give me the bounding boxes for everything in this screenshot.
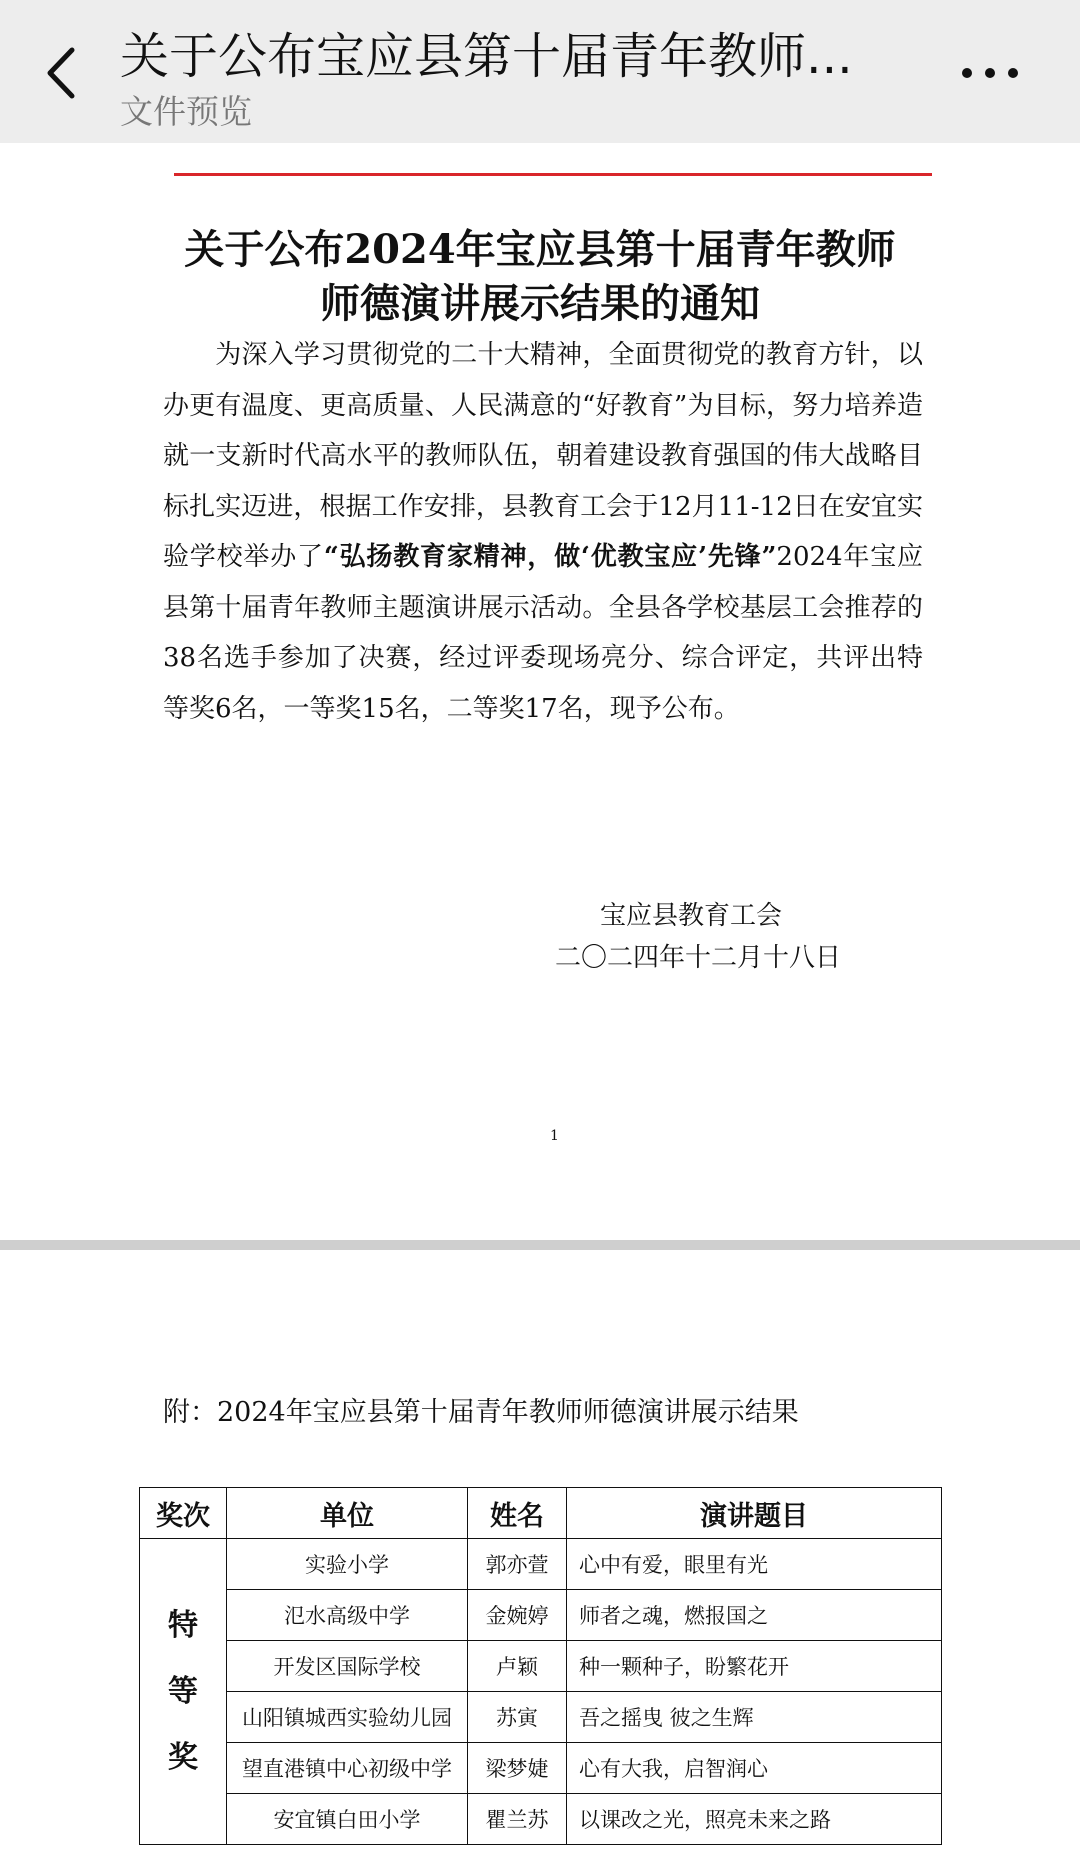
column-header: 演讲题目 <box>567 1488 942 1539</box>
attachment-heading: 附：2024年宝应县第十届青年教师师德演讲展示结果 <box>163 1397 799 1428</box>
more-options-button[interactable] <box>962 54 1022 90</box>
name-cell: 苏寅 <box>468 1692 567 1743</box>
document-title <box>100 223 980 331</box>
theme-slogan: “弘扬教育家精神，做‘优教宝应’先锋” <box>323 542 777 572</box>
topic-cell: 心有大我，启智润心 <box>567 1743 942 1794</box>
table-row <box>140 1692 942 1743</box>
topic-cell: 吾之摇曳 彼之生辉 <box>567 1692 942 1743</box>
chevron-left-icon <box>40 38 90 108</box>
page-title: 关于公布宝应县第十届青年教师... <box>120 28 853 85</box>
page-separator <box>0 1240 1080 1250</box>
document-page-1 <box>0 143 1080 1240</box>
table-header-row <box>140 1488 942 1539</box>
unit-cell: 望直港镇中心初级中学 <box>227 1743 468 1794</box>
page-subtitle: 文件预览 <box>120 92 252 131</box>
results-table <box>139 1487 942 1845</box>
topic-cell: 心中有爱，眼里有光 <box>567 1539 942 1590</box>
name-cell: 瞿兰苏 <box>468 1794 567 1845</box>
issue-date: 二〇二四年十二月十八日 <box>555 943 842 973</box>
name-cell: 郭亦萱 <box>468 1539 567 1590</box>
red-header-rule <box>174 173 932 176</box>
unit-cell: 安宜镇白田小学 <box>227 1794 468 1845</box>
table-row <box>140 1743 942 1794</box>
topic-cell: 以课改之光，照亮未来之路 <box>567 1794 942 1845</box>
unit-cell: 山阳镇城西实验幼儿园 <box>227 1692 468 1743</box>
column-header: 单位 <box>227 1488 468 1539</box>
unit-cell: 实验小学 <box>227 1539 468 1590</box>
name-cell: 梁梦婕 <box>468 1743 567 1794</box>
top-nav-bar <box>0 0 1080 143</box>
more-icon <box>962 68 972 78</box>
body-paragraph: 为深入学习贯彻党的二十大精神，全面贯彻党的教育方针，以办更有温度、更高质量、人民满意的“好教育”为目标，努力培养造就一支新时代高水平的教师队伍，朝着建设教育强国的伟大战略目标扎实迈进，根据工作安排，县教育工会于12月11-12日在安宜实验学校举办了“弘扬教育家精神，做‘优教宝应’先锋”2024年宝应县第十届青年教师主题演讲展示活动。全县各学校基层工会推荐的38名选手参加了决赛，经过评委现场亮分、综合评定，共评出特等奖6名，一等奖15名，二等奖17名，现予公布。 <box>163 340 923 724</box>
column-header: 奖次 <box>140 1488 227 1539</box>
title-line-2: 师德演讲展示结果的通知 <box>320 280 760 327</box>
table-row <box>140 1590 942 1641</box>
title-line-1: 关于公布2024年宝应县第十届青年教师 <box>184 226 896 273</box>
back-button[interactable] <box>40 38 90 108</box>
issuing-organization: 宝应县教育工会 <box>600 901 783 931</box>
document-page-2 <box>0 1250 1080 1865</box>
name-cell: 金婉婷 <box>468 1590 567 1641</box>
unit-cell: 开发区国际学校 <box>227 1641 468 1692</box>
name-cell: 卢颖 <box>468 1641 567 1692</box>
award-level-cell: 特 等 奖 <box>140 1539 227 1845</box>
page-number: 1 <box>550 1128 559 1144</box>
table-row <box>140 1794 942 1845</box>
table-row <box>140 1641 942 1692</box>
column-header: 姓名 <box>468 1488 567 1539</box>
table-row <box>140 1539 942 1590</box>
unit-cell: 氾水高级中学 <box>227 1590 468 1641</box>
topic-cell: 师者之魂，燃报国之 <box>567 1590 942 1641</box>
topic-cell: 种一颗种子，盼繁花开 <box>567 1641 942 1692</box>
